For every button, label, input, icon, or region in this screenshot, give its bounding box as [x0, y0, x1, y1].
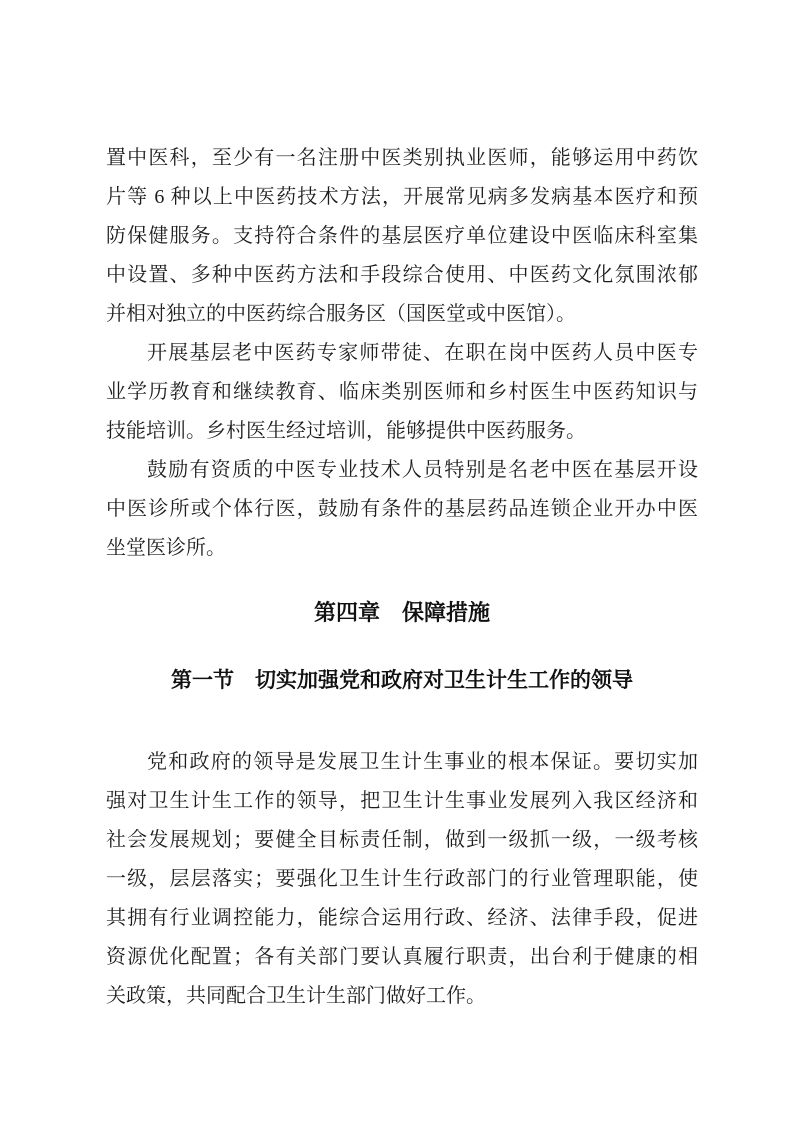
- body-paragraph-2: [106, 334, 698, 451]
- text-line: 关政策，共同配合卫生计生部门做好工作。: [106, 985, 486, 1007]
- text-line: 防保健服务。支持符合条件的基层医疗单位建设中医临床科室集: [106, 225, 698, 247]
- text-line: 坐堂医诊所。: [106, 537, 226, 559]
- chapter-heading: 第四章 保障措施: [313, 600, 490, 625]
- text-line: 置中医科，至少有一名注册中医类别执业医师，能够运用中药饮: [106, 147, 698, 169]
- page-content: [106, 139, 698, 1016]
- text-line: 一级，层层落实；要强化卫生计生行政部门的行业管理职能，使: [106, 868, 698, 890]
- text-line: 业学历教育和继续教育、临床类别医师和乡村医生中医药知识与: [106, 381, 698, 403]
- body-paragraph-1: [106, 139, 698, 334]
- text-line: 技能培训。乡村医生经过培训，能够提供中医药服务。: [106, 420, 586, 442]
- text-line: 中设置、多种中医药方法和手段综合使用、中医药文化氛围浓郁: [106, 264, 698, 286]
- text-line: 开展基层老中医药专家师带徒、在职在岗中医药人员中医专: [147, 342, 698, 364]
- text-line: 中医诊所或个体行医，鼓励有条件的基层药品连锁企业开办中医: [106, 498, 698, 520]
- text-line: 并相对独立的中医药综合服务区（国医堂或中医馆）。: [106, 303, 576, 325]
- text-line: 片等 6 种以上中医药技术方法，开展常见病多发病基本医疗和预: [106, 186, 698, 208]
- text-line: 其拥有行业调控能力，能综合运用行政、经济、法律手段，促进: [106, 907, 698, 929]
- text-line: 党和政府的领导是发展卫生计生事业的根本保证。要切实加: [147, 751, 698, 773]
- body-paragraph-3: [106, 451, 698, 568]
- text-line: 强对卫生计生工作的领导，把卫生计生事业发展列入我区经济和: [106, 790, 698, 812]
- text-line: 资源优化配置；各有关部门要认真履行职责，出台利于健康的相: [106, 946, 698, 968]
- section-heading: 第一节 切实加强党和政府对卫生计生工作的领导: [171, 668, 633, 692]
- body-paragraph-4: [106, 743, 698, 1016]
- text-line: 鼓励有资质的中医专业技术人员特别是名老中医在基层开设: [147, 459, 698, 481]
- text-line: 社会发展规划；要健全目标责任制，做到一级抓一级，一级考核: [106, 829, 698, 851]
